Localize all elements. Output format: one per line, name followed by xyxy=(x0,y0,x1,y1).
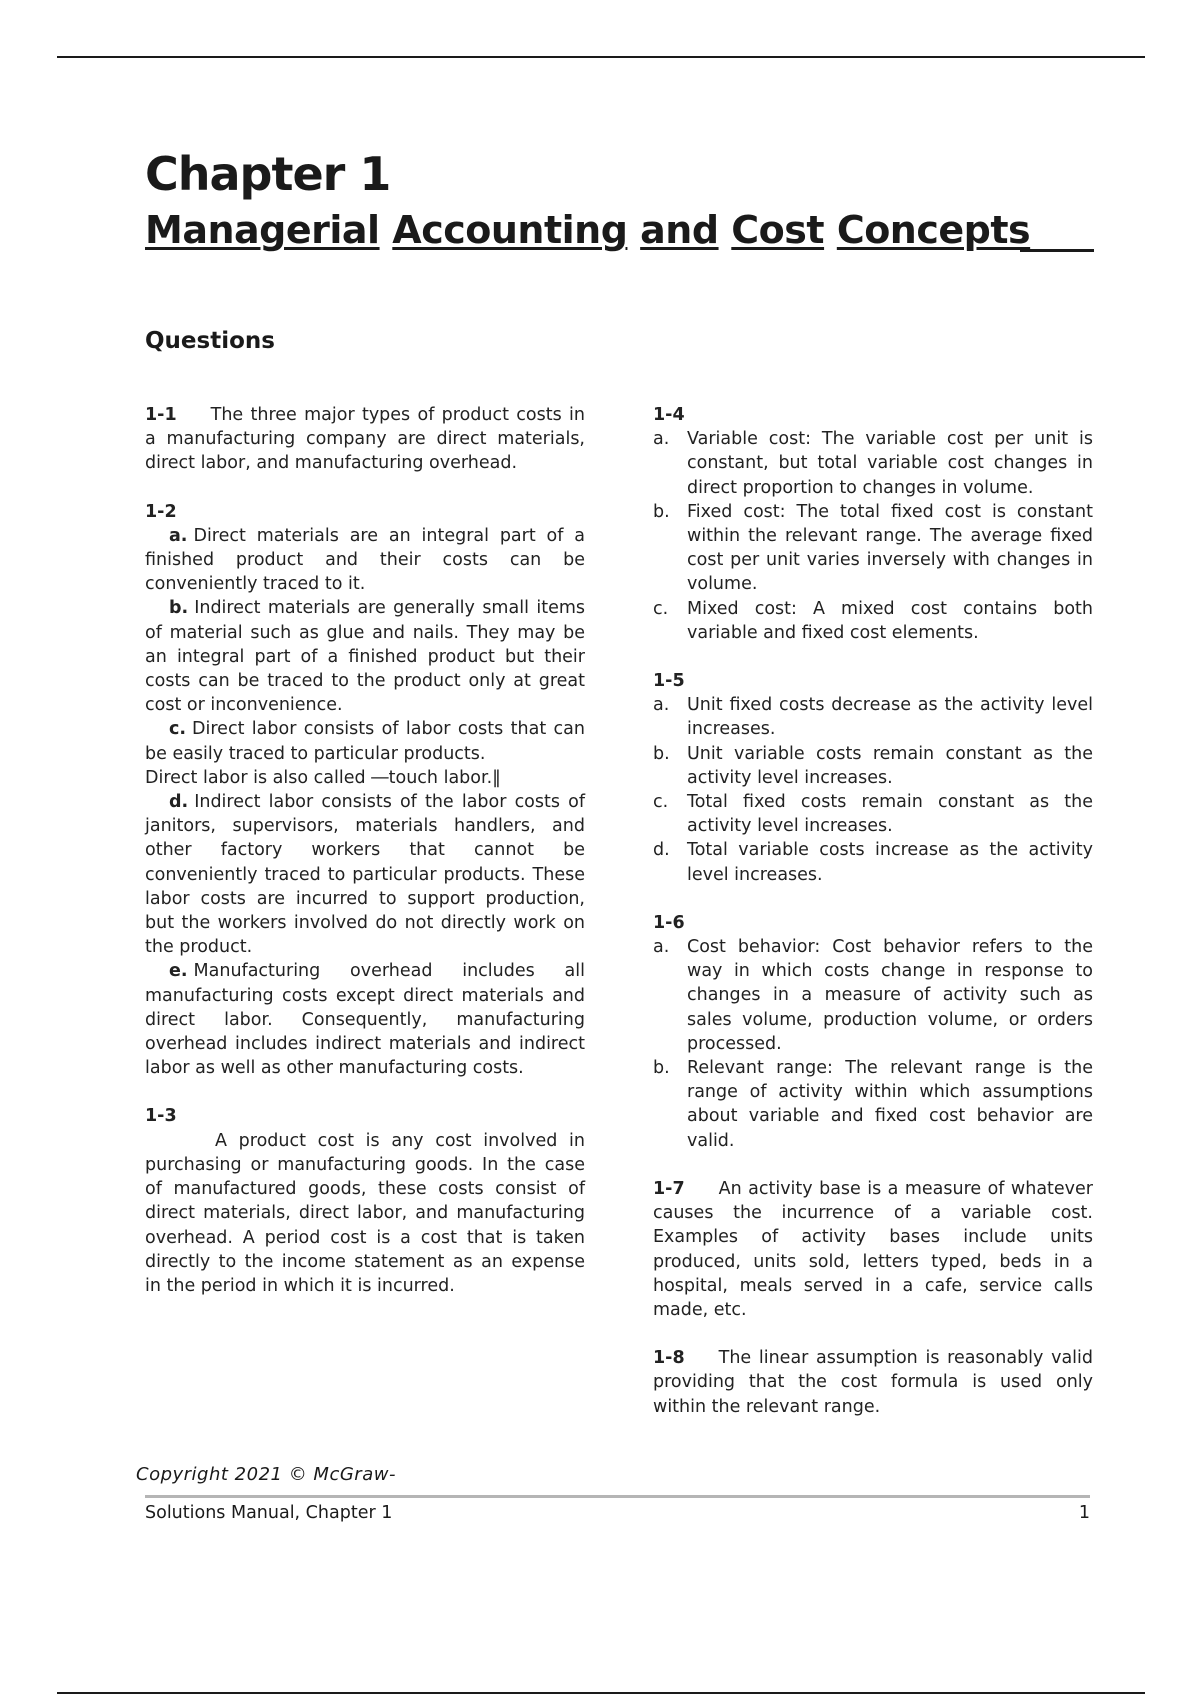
question-number: 1-3 xyxy=(145,1106,177,1127)
answer-text: The linear assumption is reasonably valid providing that the cost formula is used only within the relevant range. xyxy=(653,1348,1093,1417)
bottom-rule xyxy=(57,1692,1145,1694)
answer-text: Variable cost: The variable cost per unit is constant, but total variable cost changes in direct proportion to changes in volume. xyxy=(687,429,1093,498)
item-letter: c. xyxy=(653,598,669,619)
item-letter: a. xyxy=(653,937,670,958)
question-1-6 xyxy=(653,911,1093,1153)
list-item xyxy=(653,935,1093,1056)
item-letter: d. xyxy=(653,840,670,861)
list-item xyxy=(653,500,1093,597)
answer-text: Relevant range: The relevant range is the range of activity within which assumptions about variable and fixed cost behavior are valid. xyxy=(687,1058,1093,1151)
section-heading: Questions xyxy=(145,328,275,354)
item-letter: c. xyxy=(653,792,669,813)
subtitle-word: and xyxy=(640,208,719,252)
page-number: 1 xyxy=(1078,1503,1090,1523)
question-1-4 xyxy=(653,403,1093,645)
list-item xyxy=(653,742,1093,790)
subtitle-underline-trail xyxy=(1020,249,1094,252)
list-item xyxy=(653,1056,1093,1153)
question-number: 1-7 xyxy=(653,1178,685,1199)
answer-text: The three major types of product costs in a manufacturing company are direct materials, direct labor, and manufacturing overhead. xyxy=(145,405,585,474)
item-letter: b. xyxy=(653,501,670,522)
item-letter: d. xyxy=(169,792,189,813)
item-letter: e. xyxy=(169,961,188,982)
top-rule xyxy=(57,56,1145,58)
subtitle-word: Managerial xyxy=(145,208,380,252)
list-item xyxy=(653,427,1093,500)
list-item xyxy=(653,790,1093,838)
answer-text: Cost behavior: Cost behavior refers to the way in which costs change in response to changes in a measure of activity such as sales volume, production volume, or orders processed. xyxy=(687,937,1093,1054)
answer-text: Indirect materials are generally small items of material such as glue and nails. They may be an integral part of a finished product but their costs can be traced to the product only at great cost or inconvenience. xyxy=(145,598,585,716)
question-1-7 xyxy=(653,1177,1093,1322)
answer-text: Mixed cost: A mixed cost contains both variable and fixed cost elements. xyxy=(687,598,1093,643)
item-letter: b. xyxy=(653,743,670,764)
question-1-1 xyxy=(145,403,585,476)
subtitle-word: Cost xyxy=(731,208,825,252)
question-1-8 xyxy=(653,1346,1093,1419)
footer-copyright: Copyright 2021 © McGraw- xyxy=(136,1464,396,1485)
answer-text: Unit fixed costs decrease as the activity level increases. xyxy=(687,695,1093,740)
list-item xyxy=(653,597,1093,645)
question-1-3 xyxy=(145,1104,585,1298)
question-number: 1-4 xyxy=(653,405,685,425)
question-number: 1-5 xyxy=(653,671,685,692)
item-letter: b. xyxy=(169,598,189,619)
answer-text: Direct labor consists of labor costs that can be easily traced to particular products. xyxy=(145,719,585,764)
chapter-subtitle xyxy=(145,205,1095,255)
question-number: 1-2 xyxy=(145,501,177,522)
answer-text: Manufacturing overhead includes all manufacturing costs except direct materials and direct labor. Consequently, manufacturing overhead includes indirect materials and indirect labor as well as other manufacturing costs. xyxy=(145,961,585,1079)
item-letter: b. xyxy=(653,1058,670,1079)
list-item xyxy=(653,693,1093,741)
right-column xyxy=(653,403,1093,1443)
question-number: 1-6 xyxy=(653,912,685,933)
subtitle-word: Accounting xyxy=(392,208,628,252)
answer-text: Fixed cost: The total fixed cost is constant within the relevant range. The average fixed cost per unit varies inversely with changes in volume. xyxy=(687,501,1093,595)
chapter-title: Chapter 1 xyxy=(145,147,391,201)
footer-manual-title: Solutions Manual, Chapter 1 xyxy=(145,1503,393,1523)
answer-text: Direct labor is also called ―touch labor.‖ xyxy=(145,767,501,788)
question-1-5 xyxy=(653,669,1093,887)
item-letter: a. xyxy=(653,695,670,716)
item-letter: a. xyxy=(169,525,188,546)
item-letter: c. xyxy=(169,719,187,740)
answer-text: Total fixed costs remain constant as the activity level increases. xyxy=(687,792,1093,837)
footer-rule xyxy=(145,1495,1090,1498)
question-1-2 xyxy=(145,500,585,1081)
answer-text: Indirect labor consists of the labor costs of janitors, supervisors, materials handlers, and other factory workers that cannot be conveniently traced to particular products. These labor costs are incurred to support production, but the workers involved do not directly work on the product. xyxy=(145,792,585,958)
answer-text: Total variable costs increase as the activity level increases. xyxy=(687,840,1093,885)
left-column xyxy=(145,403,585,1322)
item-letter: a. xyxy=(653,429,670,450)
list-item xyxy=(653,838,1093,886)
question-number: 1-8 xyxy=(653,1348,685,1369)
answer-text: An activity base is a measure of whatever causes the incurrence of a variable cost. Examples of activity bases include units produced, units sold, letters typed, beds in a hospital, meals served in a cafe, service calls made, etc. xyxy=(653,1178,1093,1320)
subtitle-word: Concepts xyxy=(836,208,1031,252)
question-number: 1-1 xyxy=(145,405,177,425)
answer-text: A product cost is any cost involved in purchasing or manufacturing goods. In the case of manufactured goods, these costs consist of direct materials, direct labor, and manufacturing overhead. A period cost is a cost that is taken directly to the income statement as an expense in the period in which it is incurred. xyxy=(145,1130,585,1296)
answer-text: Unit variable costs remain constant as the activity level increases. xyxy=(687,743,1093,788)
answer-text: Direct materials are an integral part of a finished product and their costs can be conveniently traced to it. xyxy=(145,525,585,595)
